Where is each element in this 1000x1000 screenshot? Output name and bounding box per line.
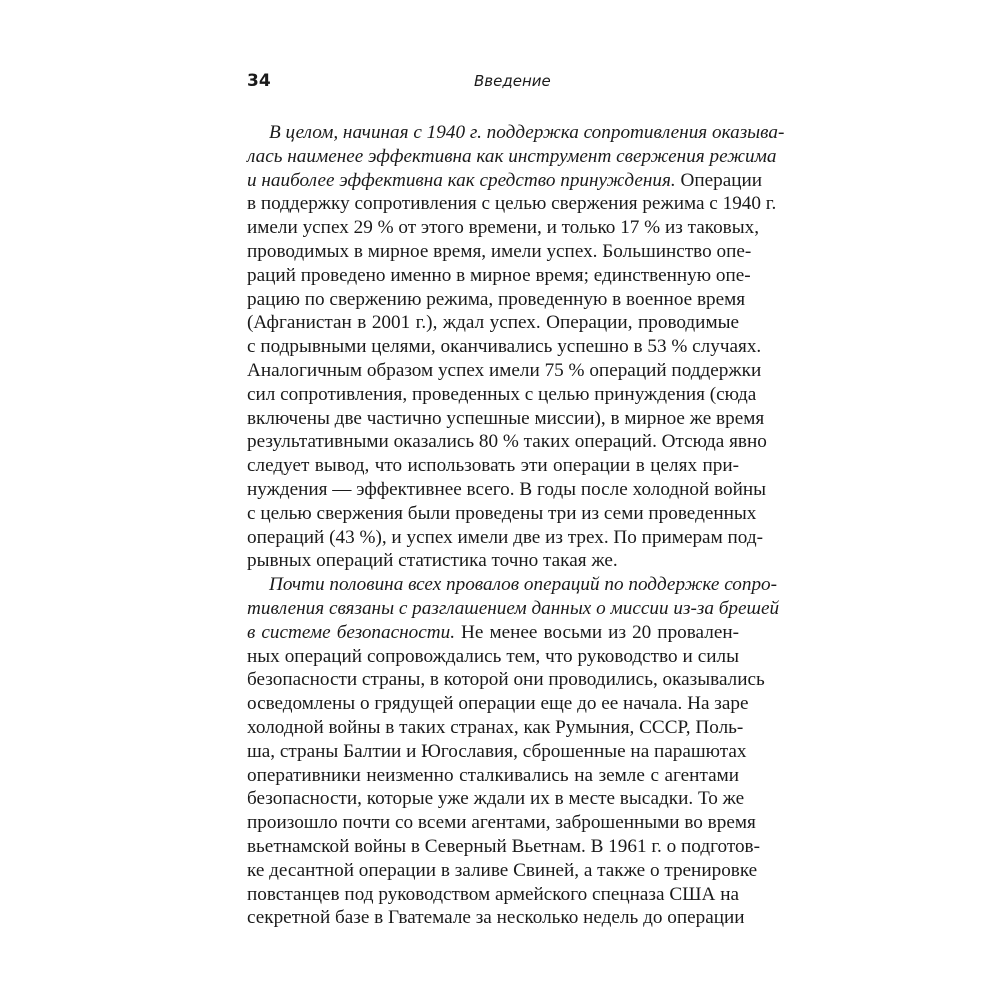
paragraph — [247, 573, 780, 930]
regular-text: ных операций сопровождались тем, что руководство и силы — [247, 645, 739, 667]
regular-text: результативными оказались 80 % таких операций. Отсюда явно — [247, 431, 767, 453]
text-line — [247, 906, 745, 930]
text-line — [247, 716, 744, 740]
running-title: Введение — [474, 72, 551, 90]
regular-text: вьетнамской войны в Северный Вьетнам. В 1961 г. о подготов- — [247, 835, 761, 857]
regular-text: имели успех 29 % от этого времени, и только 17 % из таковых, — [247, 217, 760, 239]
text-line — [247, 121, 785, 145]
text-line — [247, 573, 778, 597]
emphasis-text: лась наименее эффективна как инструмент свержения режима — [247, 145, 777, 167]
regular-text: с целью свержения были проведены три из семи проведенных — [247, 502, 757, 524]
text-line — [247, 502, 757, 526]
text-line — [247, 787, 745, 811]
emphasis-text: тивления связаны с разглашением данных о миссии из-за брешей — [247, 597, 780, 619]
page-number: 34 — [247, 71, 271, 91]
regular-text: секретной базе в Гватемале за несколько недель до операции — [247, 907, 745, 929]
text-line — [247, 883, 739, 907]
regular-text: произошло почти со всеми агентами, заброшенными во время — [247, 812, 756, 834]
text-line — [247, 526, 763, 550]
text-line — [247, 407, 765, 431]
text-line — [247, 383, 757, 407]
text-line — [247, 621, 739, 645]
regular-text: холодной войны в таких странах, как Румыния, СССР, Поль- — [247, 716, 744, 738]
text-line — [247, 645, 739, 669]
emphasis-text: и наиболее эффективна как средство принуждения. — [247, 169, 676, 191]
regular-text: рывных операций статистика точно такая же. — [247, 550, 618, 572]
regular-text: безопасности страны, в которой они проводились, оказывались — [247, 669, 765, 691]
text-line — [247, 668, 765, 692]
text-line — [247, 264, 751, 288]
text-line — [247, 478, 767, 502]
regular-text: ке десантной операции в заливе Свиней, а также о тренировке — [247, 859, 758, 881]
text-line — [247, 430, 767, 454]
text-line — [247, 145, 777, 169]
regular-text: безопасности, которые уже ждали их в месте высадки. То же — [247, 788, 745, 810]
text-line — [247, 764, 739, 788]
regular-text: раций проведено именно в мирное время; единственную опе- — [247, 264, 751, 286]
text-line — [247, 549, 739, 573]
regular-text: Аналогичным образом успех имели 75 % операций поддержки — [247, 359, 762, 381]
regular-text: оперативники неизменно сталкивались на земле с агентами — [247, 764, 739, 786]
regular-text: осведомлены о грядущей операции еще до ее начала. На заре — [247, 693, 749, 715]
text-line — [247, 859, 758, 883]
text-line — [247, 311, 739, 335]
text-line — [247, 359, 762, 383]
text-line — [247, 288, 746, 312]
regular-text: с подрывными целями, оканчивались успешно в 53 % случаях. — [247, 336, 762, 358]
regular-text: сил сопротивления, проведенных с целью принуждения (сюда — [247, 383, 757, 405]
regular-text: ша, страны Балтии и Югославия, сброшенные на парашютах — [247, 740, 747, 762]
regular-text: нуждения — эффективнее всего. В годы после холодной войны — [247, 478, 767, 500]
text-line — [247, 835, 761, 859]
page-header — [247, 70, 739, 94]
text-line — [247, 454, 739, 478]
text-line — [247, 240, 752, 264]
text-line — [247, 216, 760, 240]
regular-text: следует вывод, что использовать эти операции в целях при- — [247, 455, 739, 477]
regular-text: (Афганистан в 2001 г.), ждал успех. Операции, проводимые — [247, 312, 739, 334]
regular-text: Не менее восьми из 20 провален- — [455, 621, 739, 643]
text-line — [247, 811, 756, 835]
text-line — [247, 597, 780, 621]
emphasis-text: В целом, начиная с 1940 г. поддержка сопротивления оказыва- — [269, 122, 785, 143]
text-line — [247, 192, 777, 216]
regular-text: включены две частично успешные миссии), в мирное же время — [247, 407, 765, 429]
emphasis-text: Почти половина всех провалов операций по поддержке сопро- — [269, 574, 778, 596]
regular-text: Операции — [675, 169, 763, 191]
emphasis-text: в системе безопасности. — [247, 621, 456, 643]
regular-text: повстанцев под руководством армейского спецназа США на — [247, 883, 739, 905]
text-line — [247, 335, 762, 359]
paragraph — [247, 121, 785, 573]
regular-text: в поддержку сопротивления с целью свержения режима с 1940 г. — [247, 193, 777, 215]
regular-text: рацию по свержению режима, проведенную в военное время — [247, 288, 746, 310]
text-line — [247, 692, 749, 716]
regular-text: операций (43 %), и успех имели две из трех. По примерам под- — [247, 526, 763, 548]
body-text — [247, 121, 785, 930]
text-line — [247, 169, 763, 193]
text-line — [247, 740, 747, 764]
regular-text: проводимых в мирное время, имели успех. Большинство опе- — [247, 240, 752, 262]
